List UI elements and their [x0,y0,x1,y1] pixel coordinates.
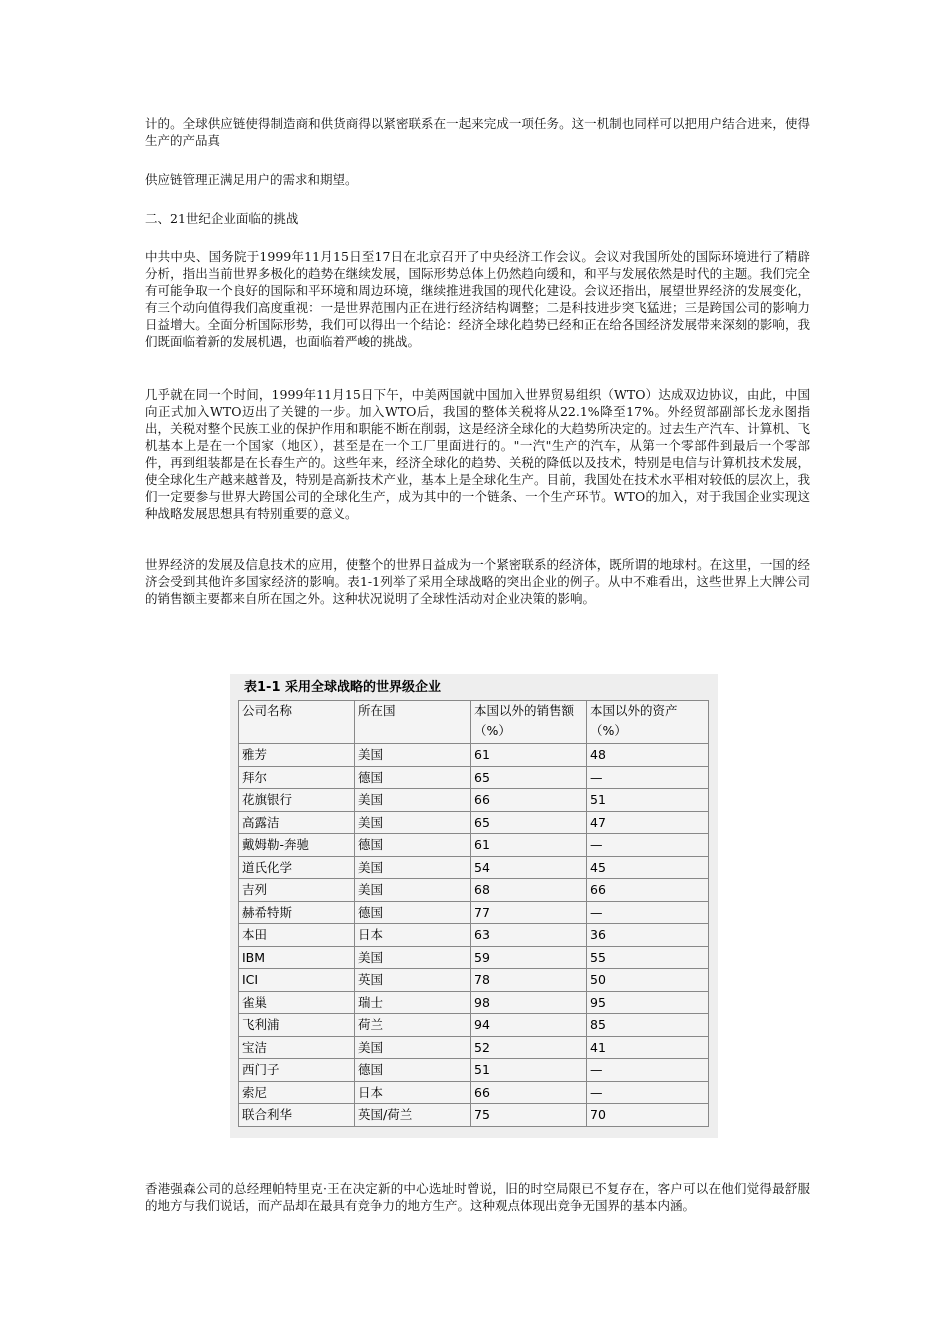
cell-assets: 51 [587,789,709,812]
cell-sales: 94 [471,1014,587,1037]
cell-assets: — [587,901,709,924]
paragraph-wto-agreement: 几乎就在同一个时间，1999年11月15日下午，中美两国就中国加入世界贸易组织（WTO）达成双边协议，由此，中国向正式加入WTO迈出了关键的一步。加入WTO后，我国的整体关税将从22.1%降至17%。外经贸部副部长龙永图指出，关税对整个民族工业的保护作用和职能不断在削弱，这是经济全球化的大趋势所决定的。过去生产汽车、计算机、飞机基本上是在一个国家（地区），甚至是在一个工厂里面进行的。"一汽"生产的汽车，从第一个零部件到最后一个零部件，再到组装都是在长春生产的。这些年来，经济全球化的趋势、关税的降低以及技术，特别是电信与计算机技术发展，使全球化生产越来越普及，特别是高新技术产业，基本上是全球化生产。目前，我国处在技术水平相对较低的层次上，我们一定要参与世界大跨国公司的全球化生产，成为其中的一个链条、一个生产环节。WTO的加入，对于我国企业实现这种战略发展思想具有特别重要的意义。 [145,387,810,521]
table-row [239,811,709,834]
cell-sales: 59 [471,946,587,969]
cell-company: 道氏化学 [239,856,355,879]
cell-country: 日本 [355,1081,471,1104]
cell-sales: 98 [471,991,587,1014]
table-row [239,856,709,879]
table-row [239,991,709,1014]
cell-country: 美国 [355,789,471,812]
header-country: 所在国 [355,701,471,744]
cell-assets: 95 [587,991,709,1014]
cell-country: 美国 [355,879,471,902]
cell-assets: 70 [587,1104,709,1127]
cell-assets: 47 [587,811,709,834]
cell-sales: 54 [471,856,587,879]
paragraph-economic-conference: 中共中央、国务院于1999年11月15日至17日在北京召开了中央经济工作会议。会议对我国所处的国际环境进行了精辟分析，指出当前世界多极化的趋势在继续发展，国际形势总体上仍然趋向缓和，和平与发展依然是时代的主题。我们完全有可能争取一个良好的国际和平环境和周边环境，继续推进我国的现代化建设。会议还指出，展望世界经济的发展变化，有三个动向值得我们高度重视：一是世界范围内正在进行经济结构调整；二是科技进步突飞猛进；三是跨国公司的影响力日益增大。全面分析国际形势，我们可以得出一个结论：经济全球化趋势已经和正在给各国经济发展带来深刻的影响，我们既面临着新的发展机遇，也面临着严峻的挑战。 [145,249,810,349]
cell-assets: 50 [587,969,709,992]
paragraph-supply-chain-intro: 计的。全球供应链使得制造商和供货商得以紧密联系在一起来完成一项任务。这一机制也同样可以把用户结合进来，使得生产的产品真 [145,116,810,148]
header-foreign-assets: 本国以外的资产（%） [587,701,709,744]
cell-country: 美国 [355,946,471,969]
cell-sales: 51 [471,1059,587,1082]
cell-country: 美国 [355,744,471,767]
table-row [239,1036,709,1059]
table-caption: 表1-1 采用全球战略的世界级企业 [244,680,442,695]
global-strategy-table-figure [230,674,718,1138]
paragraph-global-village: 世界经济的发展及信息技术的应用，使整个的世界日益成为一个紧密联系的经济体，既所谓的地球村。在这里，一国的经济会受到其他许多国家经济的影响。表1-1列举了采用全球战略的突出企业的例子。从中不难看出，这些世界上大牌公司的销售额主要都来自所在国之外。这种状况说明了全球性活动对企业决策的影响。 [145,557,810,606]
cell-company: 飞利浦 [239,1014,355,1037]
cell-sales: 63 [471,924,587,947]
cell-sales: 61 [471,744,587,767]
cell-company: 宝洁 [239,1036,355,1059]
cell-company: 雅芳 [239,744,355,767]
paragraph-supply-chain-needs: 供应链管理正满足用户的需求和期望。 [145,172,358,187]
table-header-row [239,701,709,744]
cell-country: 德国 [355,766,471,789]
cell-company: 联合利华 [239,1104,355,1127]
cell-country: 荷兰 [355,1014,471,1037]
cell-sales: 52 [471,1036,587,1059]
cell-sales: 66 [471,789,587,812]
cell-assets: — [587,1059,709,1082]
cell-country: 英国 [355,969,471,992]
cell-sales: 66 [471,1081,587,1104]
table-row [239,1014,709,1037]
cell-company: 花旗银行 [239,789,355,812]
cell-country: 瑞士 [355,991,471,1014]
table-row [239,969,709,992]
cell-assets: 45 [587,856,709,879]
cell-country: 英国/荷兰 [355,1104,471,1127]
paragraph-johnson-hk: 香港强森公司的总经理帕特里克·王在决定新的中心选址时曾说，旧的时空局限已不复存在，客户可以在他们觉得最舒服的地方与我们说话，而产品却在最具有竞争力的地方生产。这种观点体现出竞争无国界的基本内涵。 [145,1181,810,1213]
cell-sales: 78 [471,969,587,992]
cell-assets: 66 [587,879,709,902]
cell-sales: 68 [471,879,587,902]
table-row [239,1104,709,1127]
cell-country: 美国 [355,856,471,879]
cell-company: 西门子 [239,1059,355,1082]
header-company: 公司名称 [239,701,355,744]
table-row [239,766,709,789]
cell-assets: 36 [587,924,709,947]
cell-sales: 65 [471,766,587,789]
cell-country: 德国 [355,901,471,924]
cell-assets: — [587,1081,709,1104]
cell-sales: 75 [471,1104,587,1127]
cell-country: 德国 [355,834,471,857]
cell-company: IBM [239,946,355,969]
table-row [239,924,709,947]
cell-company: 雀巢 [239,991,355,1014]
table-row [239,901,709,924]
cell-country: 德国 [355,1059,471,1082]
cell-company: 吉列 [239,879,355,902]
table-body [239,744,709,1127]
table-row [239,789,709,812]
table-row [239,879,709,902]
cell-company: ICI [239,969,355,992]
table-row [239,834,709,857]
cell-company: 高露洁 [239,811,355,834]
cell-country: 美国 [355,1036,471,1059]
table-row [239,1059,709,1082]
cell-company: 本田 [239,924,355,947]
cell-country: 美国 [355,811,471,834]
cell-assets: — [587,766,709,789]
table-row [239,1081,709,1104]
cell-assets: 85 [587,1014,709,1037]
table-row [239,946,709,969]
cell-company: 赫希特斯 [239,901,355,924]
cell-assets: — [587,834,709,857]
section-heading: 二、21世纪企业面临的挑战 [145,211,299,226]
table-row [239,744,709,767]
cell-company: 戴姆勒-奔驰 [239,834,355,857]
cell-company: 拜尔 [239,766,355,789]
cell-country: 日本 [355,924,471,947]
cell-assets: 48 [587,744,709,767]
global-strategy-table [238,700,709,1127]
cell-assets: 41 [587,1036,709,1059]
cell-assets: 55 [587,946,709,969]
header-foreign-sales: 本国以外的销售额（%） [471,701,587,744]
cell-sales: 65 [471,811,587,834]
cell-sales: 77 [471,901,587,924]
cell-company: 索尼 [239,1081,355,1104]
cell-sales: 61 [471,834,587,857]
